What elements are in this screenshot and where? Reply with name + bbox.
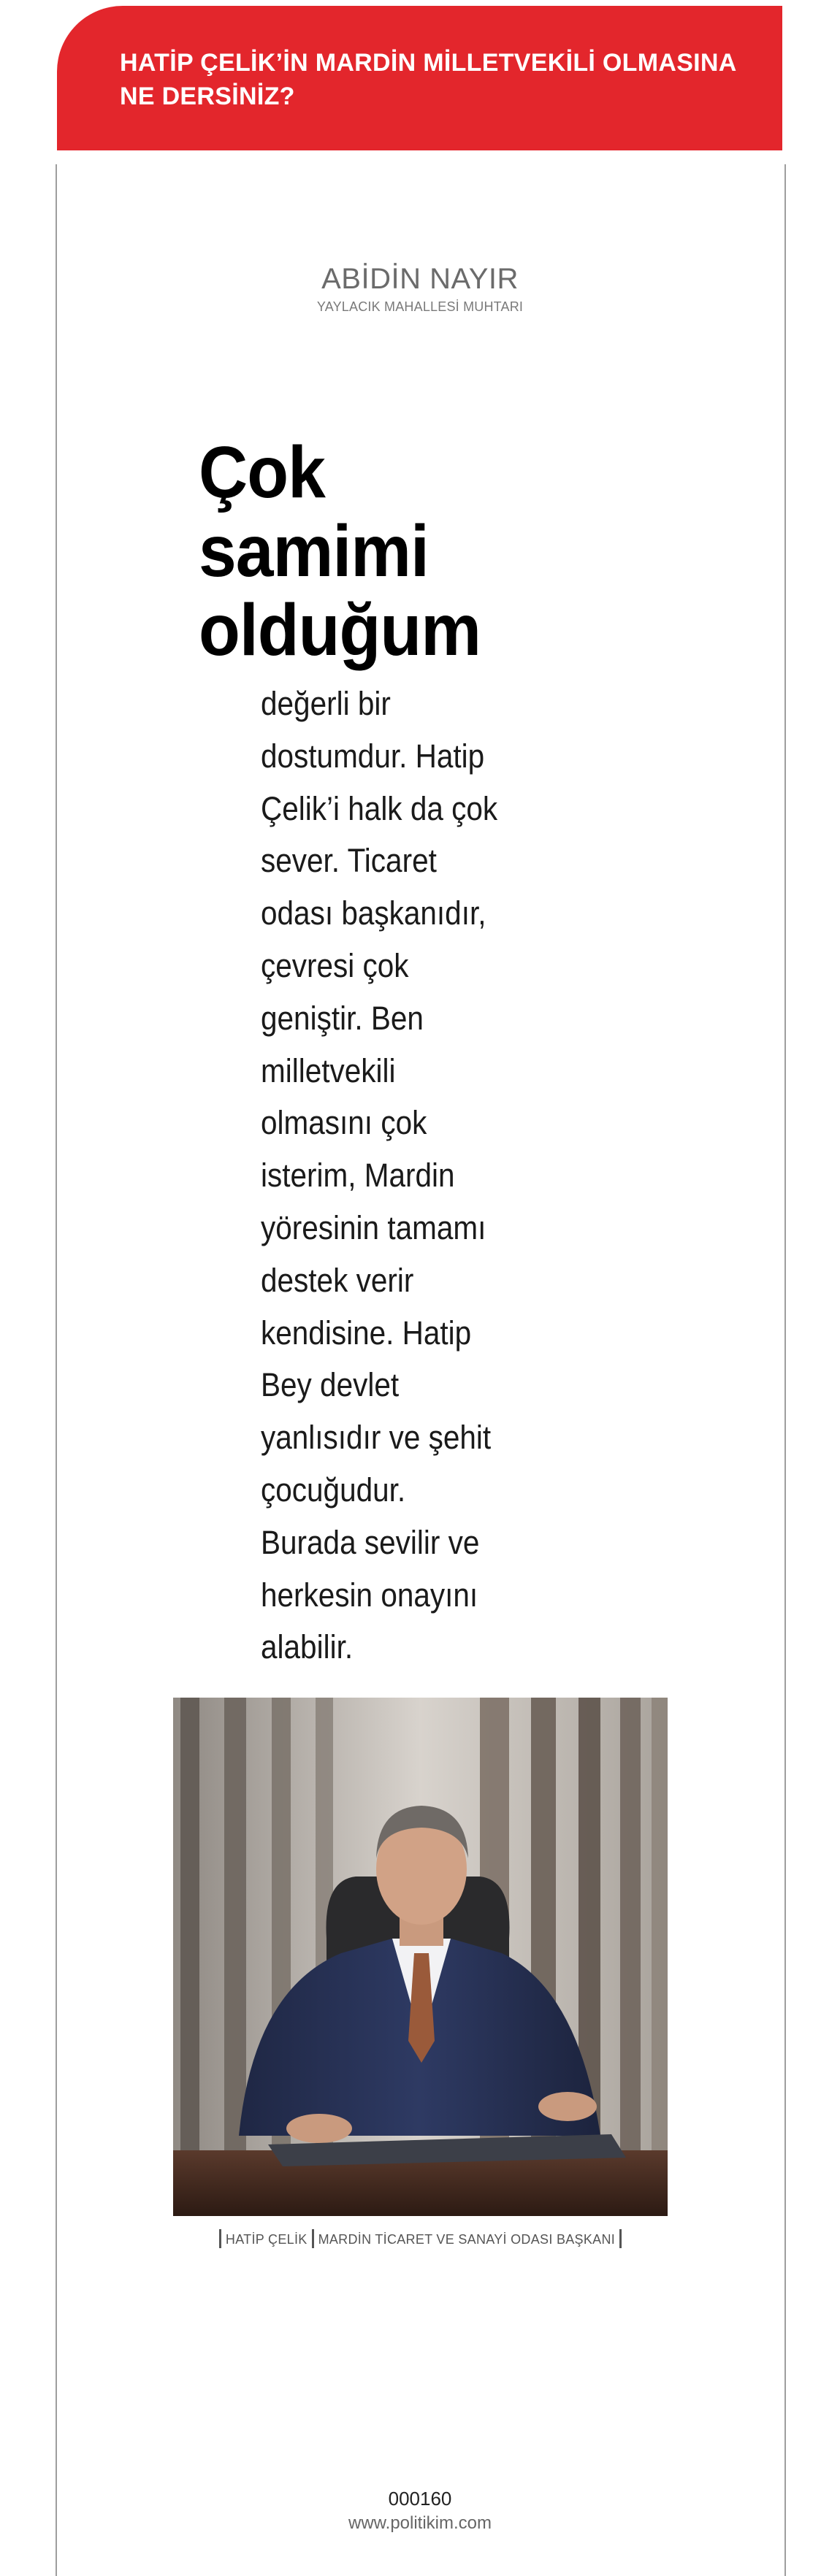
header-banner (57, 6, 782, 150)
body-line: destek verir (261, 1261, 414, 1299)
photo-caption (173, 2227, 668, 2252)
body-line: kendisine. Hatip (261, 1314, 472, 1352)
author-name: ABİDİN NAYIR (321, 263, 519, 295)
lead-line: samimi (199, 510, 429, 592)
body-line: olmasını çok (261, 1104, 427, 1142)
body-line: çevresi çok (261, 946, 409, 984)
body-line: Burada sevilir ve (261, 1523, 480, 1561)
body-line: geniştir. Ben (261, 999, 424, 1037)
header-title (120, 46, 738, 113)
caption-name: HATİP ÇELİK (225, 2232, 308, 2247)
frame-line-left (56, 164, 57, 2576)
caption-divider (619, 2229, 622, 2248)
caption-divider (312, 2229, 314, 2248)
page-number: 000160 (388, 2488, 452, 2510)
body-line: alabilir. (261, 1628, 354, 1666)
body-line: yanlısıdır ve şehit (261, 1419, 492, 1457)
body-line: sever. Ticaret (261, 842, 437, 880)
body-line: odası başkanıdır, (261, 894, 486, 932)
caption-title: MARDİN TİCARET VE SANAYİ ODASI BAŞKANI (318, 2232, 616, 2247)
body-line: dostumdur. Hatip (261, 737, 485, 775)
lead-line: Çok (199, 432, 325, 513)
author-block (219, 261, 621, 315)
body-line: Çelik’i halk da çok (261, 789, 498, 827)
body-line: milletvekili (261, 1051, 396, 1089)
body-line: değerli bir (261, 685, 391, 722)
page-footer (219, 2486, 621, 2536)
article-body (261, 678, 504, 1674)
body-line: yöresinin tamamı (261, 1208, 486, 1246)
portrait-photo (173, 1698, 668, 2216)
caption-divider (219, 2229, 221, 2248)
body-line: Bey devlet (261, 1366, 400, 1404)
header-title-line1: HATİP ÇELİK’İN MARDİN MİLLETVEKİLİ OLMASINA (120, 49, 737, 77)
author-role: YAYLACIK MAHALLESİ MUHTARI (316, 299, 524, 314)
body-line: herkesin onayını (261, 1576, 478, 1614)
lead-line: olduğum (199, 589, 481, 671)
body-line: çocuğudur. (261, 1471, 406, 1509)
header-title-line2: NE DERSİNİZ? (120, 83, 295, 110)
portrait-illustration (173, 1698, 668, 2216)
article-lead (199, 433, 552, 670)
body-line: isterim, Mardin (261, 1157, 455, 1195)
website-link[interactable]: www.politikim.com (348, 2513, 492, 2533)
frame-line-right (784, 164, 786, 2576)
